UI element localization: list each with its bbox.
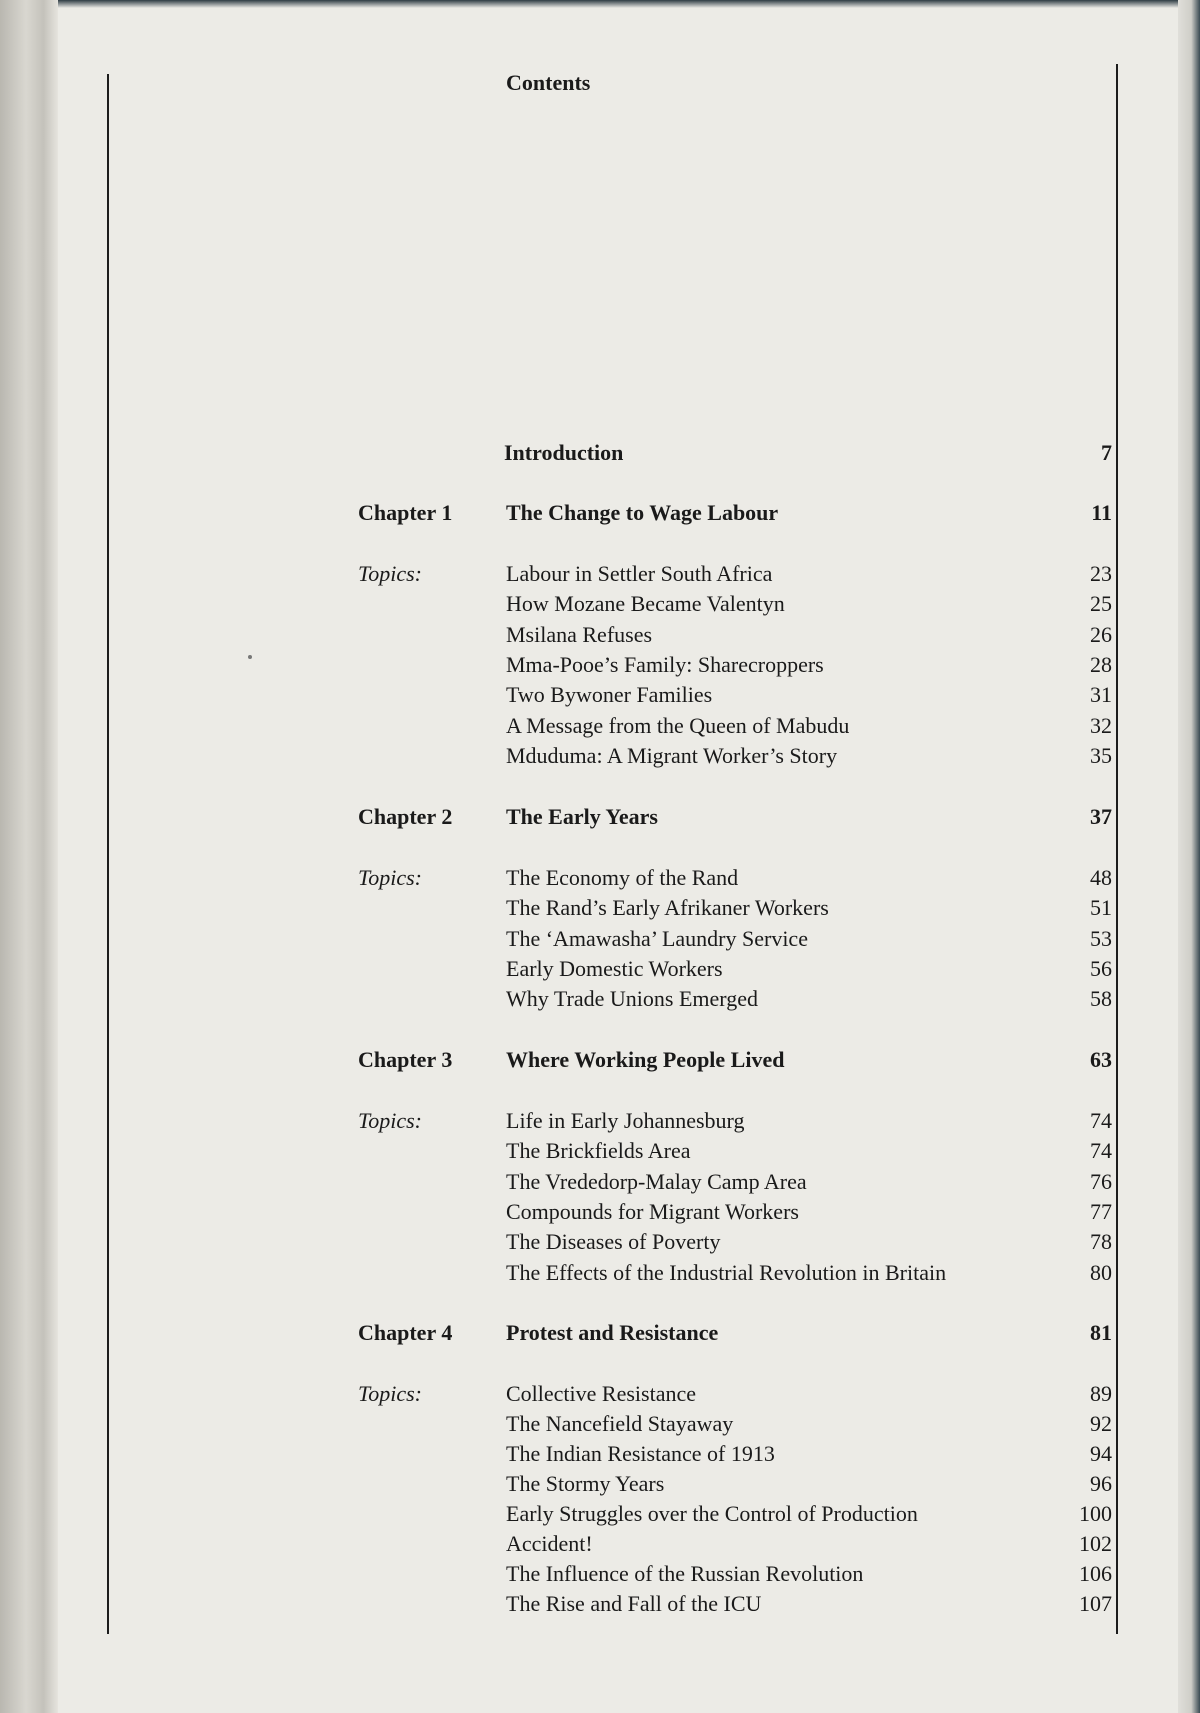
toc-topic[interactable]	[0, 1501, 1200, 1531]
topic-page: 51	[1090, 895, 1112, 920]
topic-page: 107	[1079, 1591, 1112, 1616]
topic-page: 23	[1090, 561, 1112, 586]
topic-title: A Message from the Queen of Mabudu	[506, 713, 850, 738]
topic-page: 35	[1090, 743, 1112, 768]
topic-page: 25	[1090, 591, 1112, 616]
chapter-number: Chapter 2	[358, 804, 453, 829]
topic-title: The Diseases of Poverty	[506, 1229, 721, 1254]
topics-label: Topics:	[358, 1381, 422, 1406]
toc-topic[interactable]	[0, 1138, 1200, 1168]
toc-topic[interactable]	[0, 1199, 1200, 1229]
toc-introduction[interactable]	[0, 440, 1200, 470]
toc-topic[interactable]	[0, 743, 1200, 773]
topic-title: Early Struggles over the Control of Production	[506, 1501, 918, 1526]
chapter-title: The Early Years	[506, 804, 658, 829]
topic-page: 96	[1090, 1471, 1112, 1496]
chapter-number: Chapter 1	[358, 500, 453, 525]
topic-title: Mduduma: A Migrant Worker’s Story	[506, 743, 838, 768]
topic-page: 76	[1090, 1169, 1112, 1194]
topic-page: 26	[1090, 622, 1112, 647]
topic-page: 31	[1090, 682, 1112, 707]
introduction-page: 7	[1101, 440, 1112, 465]
toc-topic[interactable]	[0, 956, 1200, 986]
topic-title: Collective Resistance	[506, 1381, 696, 1406]
topic-title: The Economy of the Rand	[506, 865, 739, 890]
topic-title: The Rise and Fall of the ICU	[506, 1591, 762, 1616]
toc-chapter-4[interactable]	[0, 1320, 1200, 1350]
topic-page: 92	[1090, 1411, 1112, 1436]
topic-title: Compounds for Migrant Workers	[506, 1199, 799, 1224]
topic-title: Life in Early Johannesburg	[506, 1108, 745, 1133]
toc-topic[interactable]	[0, 1561, 1200, 1591]
toc-topic[interactable]	[0, 591, 1200, 621]
topic-page: 77	[1090, 1199, 1112, 1224]
toc-topic[interactable]	[0, 1441, 1200, 1471]
toc-topic[interactable]	[0, 1169, 1200, 1199]
topic-title: Early Domestic Workers	[506, 956, 723, 981]
topic-title: Two Bywoner Families	[506, 682, 713, 707]
topic-title: The Influence of the Russian Revolution	[506, 1561, 864, 1586]
toc-topic[interactable]	[0, 1591, 1200, 1621]
toc-topic[interactable]	[0, 1471, 1200, 1501]
chapter-page: 37	[1090, 804, 1112, 829]
topic-title: Accident!	[506, 1531, 593, 1556]
toc-topic[interactable]	[0, 561, 1200, 591]
chapter-number: Chapter 4	[358, 1320, 453, 1345]
topics-label: Topics:	[358, 561, 422, 586]
topic-page: 106	[1079, 1561, 1112, 1586]
topics-label: Topics:	[358, 1108, 422, 1133]
topic-title: The Nancefield Stayaway	[506, 1411, 734, 1436]
topic-title: The Vrededorp-Malay Camp Area	[506, 1169, 807, 1194]
topic-page: 78	[1090, 1229, 1112, 1254]
toc-topic[interactable]	[0, 895, 1200, 925]
chapter-title: The Change to Wage Labour	[506, 500, 779, 525]
topic-title: Labour in Settler South Africa	[506, 561, 773, 586]
chapter-page: 81	[1090, 1320, 1112, 1345]
topic-page: 94	[1090, 1441, 1112, 1466]
topic-title: The Rand’s Early Afrikaner Workers	[506, 895, 829, 920]
toc-topic[interactable]	[0, 1381, 1200, 1411]
toc-topic[interactable]	[0, 986, 1200, 1016]
topic-page: 100	[1079, 1501, 1112, 1526]
introduction-title: Introduction	[504, 440, 624, 465]
chapter-number: Chapter 3	[358, 1047, 453, 1072]
toc-topic[interactable]	[0, 1411, 1200, 1441]
topic-page: 32	[1090, 713, 1112, 738]
toc-chapter-1[interactable]	[0, 500, 1200, 530]
toc-topic[interactable]	[0, 1108, 1200, 1138]
topic-title: Mma-Pooe’s Family: Sharecroppers	[506, 652, 824, 677]
toc-topic[interactable]	[0, 926, 1200, 956]
chapter-title: Protest and Resistance	[506, 1320, 719, 1345]
chapter-page: 63	[1090, 1047, 1112, 1072]
topic-page: 80	[1090, 1260, 1112, 1285]
topics-label: Topics:	[358, 865, 422, 890]
toc-topic[interactable]	[0, 713, 1200, 743]
toc-topic[interactable]	[0, 1229, 1200, 1259]
topic-title: The Indian Resistance of 1913	[506, 1441, 775, 1466]
toc-topic[interactable]	[0, 652, 1200, 682]
topic-title: The Effects of the Industrial Revolution in Britain	[506, 1260, 947, 1285]
toc-chapter-3[interactable]	[0, 1047, 1200, 1077]
toc-topic[interactable]	[0, 682, 1200, 712]
chapter-page: 11	[1091, 500, 1112, 525]
toc-topic[interactable]	[0, 1260, 1200, 1290]
topic-title: The Stormy Years	[506, 1471, 665, 1496]
toc-topic[interactable]	[0, 622, 1200, 652]
topic-page: 48	[1090, 865, 1112, 890]
topic-page: 53	[1090, 926, 1112, 951]
toc-topic[interactable]	[0, 1531, 1200, 1561]
topic-page: 56	[1090, 956, 1112, 981]
topic-title: The ‘Amawasha’ Laundry Service	[506, 926, 808, 951]
topic-page: 74	[1090, 1138, 1112, 1163]
topic-page: 102	[1079, 1531, 1112, 1556]
topic-page: 28	[1090, 652, 1112, 677]
topic-title: Msilana Refuses	[506, 622, 653, 647]
topic-page: 89	[1090, 1381, 1112, 1406]
topic-title: The Brickfields Area	[506, 1138, 691, 1163]
toc-topic[interactable]	[0, 865, 1200, 895]
toc-chapter-2[interactable]	[0, 804, 1200, 834]
contents-heading: Contents	[506, 70, 591, 95]
topic-page: 74	[1090, 1108, 1112, 1133]
chapter-title: Where Working People Lived	[506, 1047, 785, 1072]
topic-title: How Mozane Became Valentyn	[506, 591, 785, 616]
topic-title: Why Trade Unions Emerged	[506, 986, 758, 1011]
topic-page: 58	[1090, 986, 1112, 1011]
